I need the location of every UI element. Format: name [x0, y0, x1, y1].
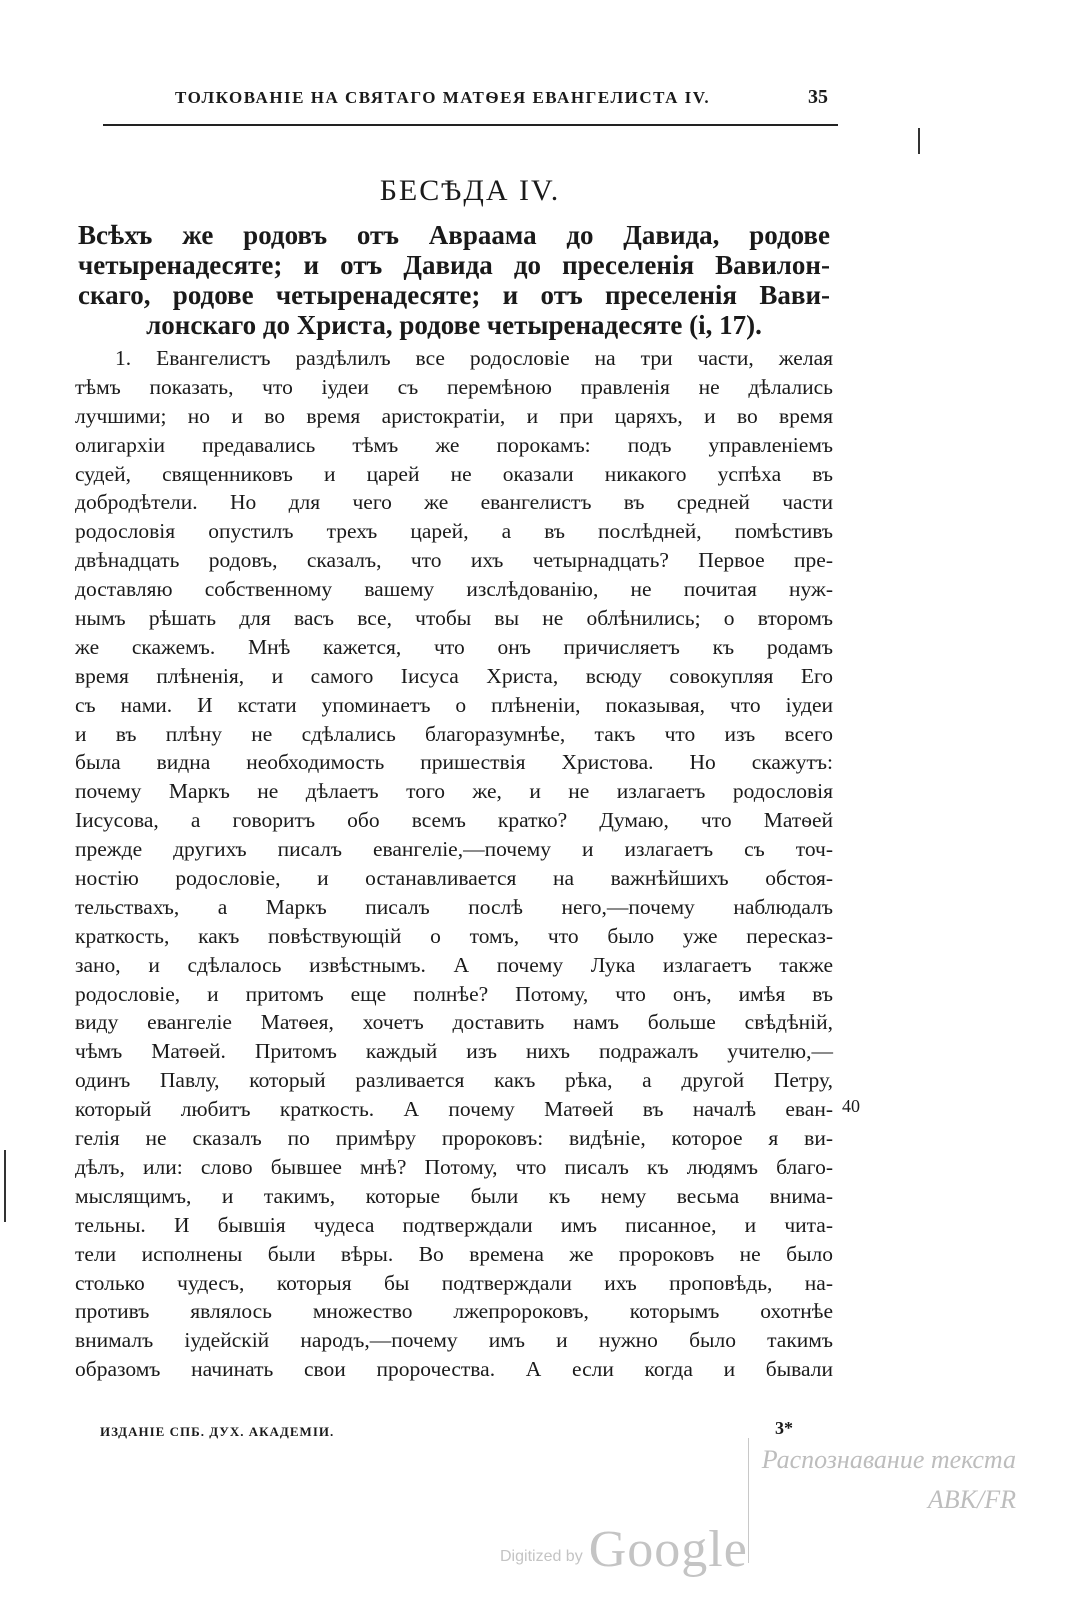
signature-mark: 3*: [775, 1418, 793, 1438]
recognition-credit: [756, 1440, 1016, 1520]
margin-mark-left: [4, 1150, 6, 1222]
body-line: почему Маркъ не дѣлаетъ того же, и не излагаетъ родословія: [75, 779, 833, 804]
body-line: противъ являлось множество лжепророковъ, которымъ охотнѣе: [75, 1299, 833, 1324]
body-line: судей, священниковъ и царей не оказали никакого успѣха въ: [75, 461, 833, 486]
epigraph-line: лонскаго до Христа, родове четыренадесяте (і, 17).: [146, 310, 762, 340]
body-line: съ нами. И кстати упоминаетъ о плѣненіи, показывая, что іудеи: [75, 692, 833, 717]
epigraph: [78, 220, 830, 340]
body-line: чѣмъ Матѳей. Притомъ каждый изъ нихъ подражалъ учителю,—: [75, 1039, 833, 1064]
body-line: тельствахъ, а Маркъ писалъ послѣ него,—почему наблюдалъ: [75, 894, 833, 919]
epigraph-line: Всѣхъ же родовъ отъ Авраама до Давида, родове: [78, 220, 830, 250]
body-line: двѣнадцать родовъ, сказалъ, что ихъ четырнадцать? Первое пре-: [75, 548, 833, 573]
body-line: зано, и сдѣлалось извѣстнымъ. А почему Лука излагаетъ также: [75, 952, 833, 977]
body-line: мыслящимъ, и такимъ, которые были къ нему весьма внима-: [75, 1183, 833, 1208]
body-line: родословія опустилъ трехъ царей, а въ послѣдней, помѣстивъ: [75, 519, 833, 544]
recognition-credit-line: Распознавание текста: [761, 1445, 1016, 1474]
body-line: родословіе, и притомъ еще полнѣе? Потому, что онъ, имѣя въ: [75, 981, 833, 1006]
margin-line-number: 40: [842, 1096, 860, 1116]
body-line: же скажемъ. Мнѣ кажется, что онъ причисляетъ къ родамъ: [75, 634, 833, 659]
body-line: тѣмъ показать, что іудеи съ перемѣною правленія не дѣлались: [75, 374, 833, 399]
body-line: добродѣтели. Но для чего же евангелистъ въ средней части: [75, 490, 833, 515]
body-line: дѣлъ, или: слово бывшее мнѣ? Потому, что писалъ къ людямъ благо-: [75, 1154, 833, 1179]
epigraph-line: четыренадесяте; и отъ Давида до преселенія Вавилон-: [78, 250, 830, 280]
google-watermark: [500, 1498, 748, 1578]
body-line: тельны. И бывшія чудеса подтверждали имъ писанное, и чита-: [75, 1212, 833, 1237]
epigraph-line: скаго, родове четыренадесяте; и отъ преселенія Вави-: [78, 280, 830, 310]
body-line: нымъ рѣшать для васъ все, чтобы вы не облѣнились; о второмъ: [75, 606, 833, 631]
body-line: и въ плѣну не сдѣлались благоразумнѣе, такъ что изъ всего: [75, 721, 833, 746]
body-text: [75, 344, 833, 1384]
body-line: одинъ Павлу, который разливается какъ рѣка, а другой Петру,: [75, 1068, 833, 1093]
body-line: 1. Евангелистъ раздѣлилъ все родословіе на три части, желая: [115, 346, 833, 370]
digitized-by-label: Digitized by: [500, 1548, 583, 1565]
running-title: ТОЛКОВАНІЕ НА СВЯТАГО МАТѲЕЯ ЕВАНГЕЛИСТА IV.: [175, 88, 711, 107]
body-line: доставляю собственному вашему изслѣдованію, не почитая нуж-: [75, 577, 833, 602]
sermon-title: БЕСѢДА IV.: [379, 174, 561, 207]
watermark-divider: [748, 1438, 749, 1563]
margin-mark: [918, 128, 920, 154]
body-line: Іисусова, а говоритъ обо всемъ кратко? Думаю, что Матѳей: [75, 808, 833, 833]
google-logo: Google: [588, 1521, 748, 1578]
body-line: краткость, какъ повѣствующій о томъ, что было уже пересказ-: [75, 923, 833, 948]
body-line: внималъ іудейскій народъ,—почему имъ и нужно было такимъ: [75, 1328, 833, 1353]
publisher-footer: ИЗДАНІЕ СПБ. ДУХ. АКАДЕМІИ.: [100, 1424, 335, 1439]
recognition-credit-author: ABK/FR: [927, 1485, 1016, 1514]
body-line: время плѣненія, и самого Іисуса Христа, всюду совокупляя Его: [75, 663, 833, 688]
page-number: 35: [808, 86, 828, 108]
body-line: олигархіи предавались тѣмъ же порокамъ: подъ управленіемъ: [75, 432, 833, 457]
body-line: гелія не сказалъ по примѣру пророковъ: видѣніе, которое я ви-: [75, 1126, 833, 1151]
body-line: прежде другихъ писалъ евангеліе,—почему и излагаетъ съ точ-: [75, 837, 833, 862]
body-line: была видна необходимость пришествія Христова. Но скажутъ:: [75, 750, 833, 775]
body-line: ностію родословіе, и останавливается на важнѣйшихъ обстоя-: [75, 866, 833, 891]
body-line: образомъ начинать свои пророчества. А если когда и бывали: [75, 1357, 833, 1382]
body-line: который любитъ краткость. А почему Матѳей въ началѣ еван-: [75, 1097, 833, 1122]
body-line: виду евангеліе Матѳея, хочетъ доставить намъ больше свѣдѣній,: [75, 1010, 833, 1035]
body-line: тели исполнены были вѣры. Во времена же пророковъ не было: [75, 1241, 833, 1266]
body-line: лучшими; но и во время аристократіи, и при царяхъ, и во время: [75, 403, 833, 428]
body-line: столько чудесъ, которыя бы подтверждали ихъ проповѣдь, на-: [75, 1270, 833, 1295]
header-rule: [103, 124, 838, 126]
